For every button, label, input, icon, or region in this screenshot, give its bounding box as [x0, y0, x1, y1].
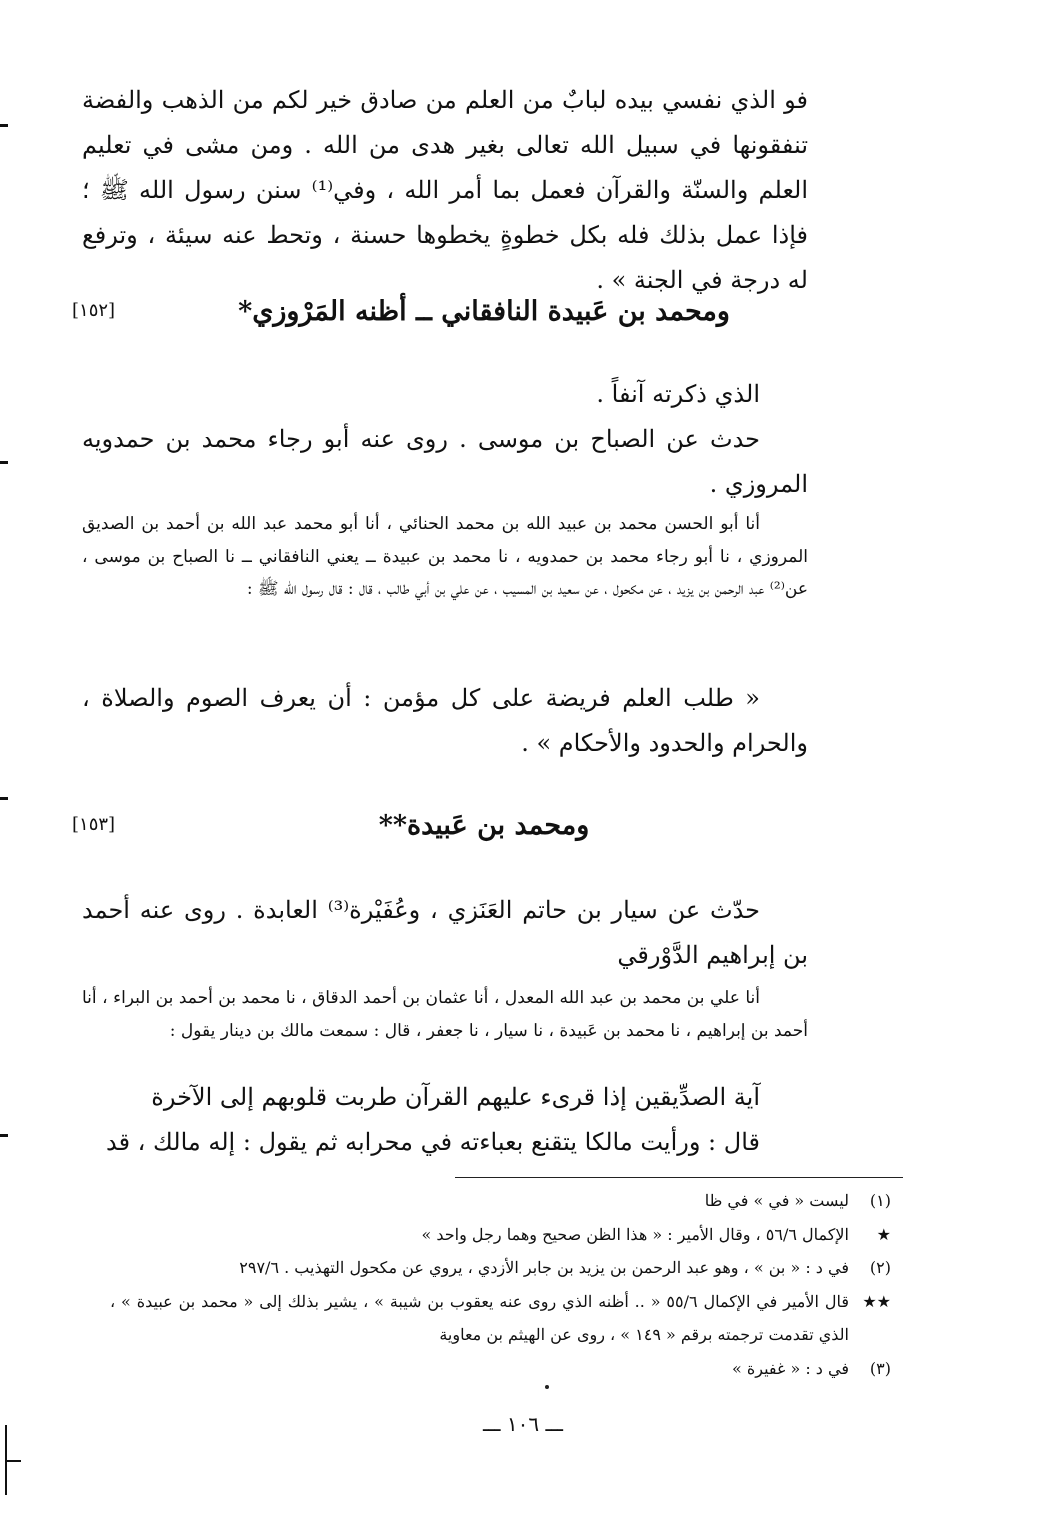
footnote-text: قال الأمير في الإكمال ٥٥/٦ « .. أظنه الذي روى عنه يعقوب بن شيبة » ، يشير بذلك إلى « محمد بن عبيدة » ، الذي تقدمت ترجمته برقم « ١٤٩ » ، روى عن الهيثم بن معاوية [110, 1291, 849, 1345]
entry-153-title: ومحمد بن عَبيدة** [378, 810, 590, 841]
entry-152-number: [١٥٢] [72, 300, 116, 321]
footnote-text: في د : « غفيرة » [731, 1358, 849, 1378]
margin-mark [0, 124, 8, 127]
footnote-item [110, 1251, 891, 1285]
footnote-text: الإكمال ٥٦/٦ ، وقال الأمير : « هذا الظن صحيح وهما رجل واحد » [421, 1224, 849, 1244]
entry-153-intro-text: حدّث عن سيار بن حاتم العَنَزي ، وعُفَيْرة⁽³⁾ العابدة . روى عنه أحمد بن إبراهيم الدَّوْرقي [82, 896, 808, 969]
entry-152-intro-line1: الذي ذكرته آنفاً . [596, 380, 760, 408]
footnote-item [110, 1285, 891, 1352]
footnote-marker: (١) [869, 1191, 891, 1210]
entry-152-isnad-text: أنا أبو الحسن محمد بن عبيد الله بن محمد الحنائي ، أنا أبو محمد عبد الله بن أحمد بن الصديق المروزي ، نا أبو رجاء محمد بن حمدويه ، نا محمد بن عبيدة ــ يعني النافقاني ــ نا الصباح بن موسى ، عن⁽²⁾ عبد الرحمن بن يزيد ، عن مكحول ، عن سعيد بن المسيب ، عن علي بن أبي طالب ، قال : قال رسول الله ﷺ : [82, 514, 808, 599]
entry-152-hadith [82, 676, 808, 766]
margin-mark [0, 461, 8, 464]
entry-153-isnad-text: أنا علي بن محمد بن عبد الله المعدل ، أنا عثمان بن أحمد الدقاق ، نا محمد بن أحمد بن البراء ، أنا أحمد بن إبراهيم ، نا محمد بن عَبيدة ، نا سيار ، نا جعفر ، قال : سمعت مالك بن دينار يقول : [82, 988, 808, 1041]
entry-153-number: [١٥٣] [72, 814, 116, 835]
footnote-marker: ★ [876, 1224, 891, 1244]
entry-153-quote-line2: قال : ورأيت مالكا يتقنع بعباءته في محرابه ثم يقول : إله مالك ، قد [105, 1128, 760, 1156]
entry-152-isnad [82, 508, 808, 606]
entry-152-intro [82, 372, 808, 507]
footnote-marker: ★★ [862, 1291, 891, 1311]
footnote-marker: (٣) [869, 1358, 891, 1378]
footnote-item [110, 1218, 891, 1252]
entry-153-heading [72, 803, 896, 853]
continuation-paragraph [82, 78, 808, 303]
entry-153-quote-line1: آية الصدِّيقين إذا قرىء عليهم القرآن طربت قلوبهم إلى الآخرة [151, 1083, 760, 1111]
continuation-text: فو الذي نفسي بيده لبابٌ من العلم من صادق خير لكم من الذهب والفضة تنفقونها في سبيل الله تعالى بغير هدى من الله . ومن مشى في تعليم العلم والسنّة والقرآن فعمل بما أمر الله ، وفي⁽¹⁾ سنن رسول الله ﷺ ؛ فإذا عمل بذلك فله بكل خطوةٍ يخطوها حسنة ، وتحط عنه سيئة ، وترفع له درجة في الجنة » . [82, 86, 809, 294]
entry-153-intro [82, 888, 808, 978]
footnote-text: ليست « في » في ظا [704, 1191, 849, 1210]
margin-mark [5, 1460, 21, 1462]
stray-dot [545, 1385, 549, 1389]
entry-152-intro-line2: حدث عن الصباح بن موسى . روى عنه أبو رجاء محمد بن حمدويه المروزي . [82, 425, 808, 498]
entry-152-heading [72, 289, 896, 339]
footnote-marker: (٢) [869, 1258, 891, 1278]
footnote-item [110, 1352, 891, 1386]
entry-152-title: ومحمد بن عَبيدة النافقاني ــ أظنه المَرْوزي* [238, 296, 730, 327]
page-number: ـــ ١٠٦ ـــ [482, 1412, 564, 1436]
entry-153-isnad [82, 982, 808, 1047]
footnote-text: في د : « بن » ، وهو عبد الرحمن بن يزيد بن جابر الأزدي ، يروي عن مكحول التهذيب . ٢٩٧/٦ [239, 1258, 849, 1278]
margin-mark [0, 797, 8, 800]
margin-mark [0, 1134, 8, 1137]
footnote-separator [455, 1177, 903, 1178]
footnotes-section [110, 1184, 891, 1386]
entry-152-hadith-text: « طلب العلم فريضة على كل مؤمن : أن يعرف الصوم والصلاة ، والحرام والحدود والأحكام » . [82, 684, 808, 757]
footnote-item [110, 1184, 891, 1218]
entry-153-quote [82, 1075, 808, 1165]
